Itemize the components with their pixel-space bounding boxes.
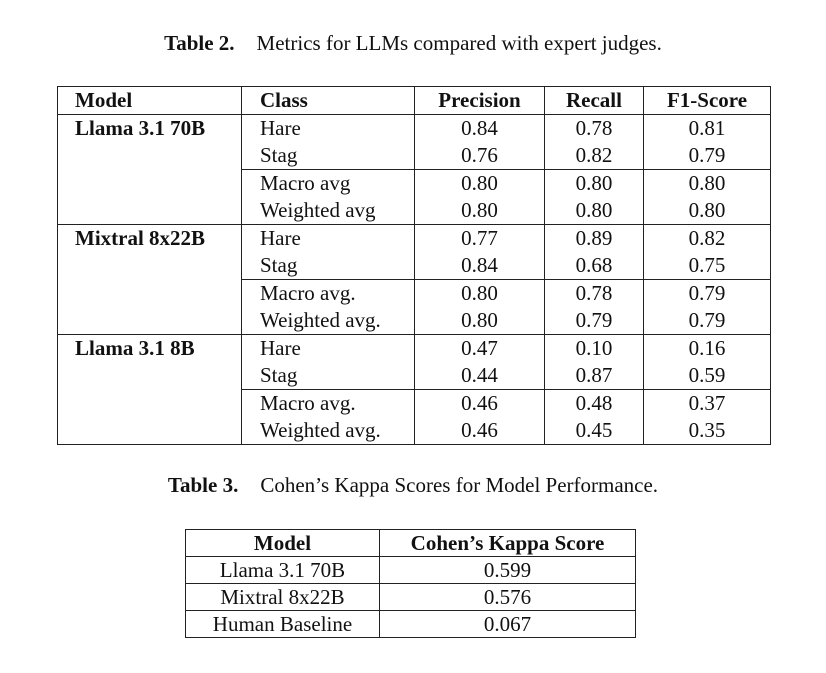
metrics-table [57, 86, 771, 445]
f1-cell: 0.79 [644, 142, 771, 170]
recall-cell: 0.89 [545, 225, 644, 253]
model-empty-cell [58, 280, 242, 308]
model-empty-cell [58, 307, 242, 335]
recall-cell: 0.87 [545, 362, 644, 390]
f1-cell: 0.75 [644, 252, 771, 280]
precision-cell: 0.84 [415, 252, 545, 280]
table-row [58, 142, 771, 170]
precision-cell: 0.80 [415, 170, 545, 198]
class-cell: Hare [242, 335, 415, 363]
class-cell: Stag [242, 362, 415, 390]
model-name: Mixtral 8x22B [58, 225, 242, 253]
class-cell: Macro avg [242, 170, 415, 198]
kappa-score-cell: 0.599 [380, 557, 636, 584]
precision-cell: 0.44 [415, 362, 545, 390]
kappa-score-cell: 0.576 [380, 584, 636, 611]
table-row [58, 390, 771, 418]
metrics-table-header-row [58, 87, 771, 115]
recall-cell: 0.78 [545, 115, 644, 143]
table-row [58, 197, 771, 225]
table-row [186, 557, 636, 584]
model-cell: Mixtral 8x22B [186, 584, 380, 611]
class-cell: Weighted avg. [242, 307, 415, 335]
model-empty-cell [58, 417, 242, 445]
precision-cell: 0.46 [415, 390, 545, 418]
model-empty-cell [58, 170, 242, 198]
precision-cell: 0.80 [415, 280, 545, 308]
table-row [186, 611, 636, 638]
model-empty-cell [58, 390, 242, 418]
table-3-caption-label: Table 3. [167, 473, 239, 497]
header-f1-score: F1-Score [644, 87, 771, 115]
recall-cell: 0.48 [545, 390, 644, 418]
table-row [58, 280, 771, 308]
f1-cell: 0.82 [644, 225, 771, 253]
table-row [58, 417, 771, 445]
header-precision: Precision [415, 87, 545, 115]
table-row [58, 362, 771, 390]
header-recall: Recall [545, 87, 644, 115]
class-cell: Weighted avg. [242, 417, 415, 445]
header-model: Model [186, 530, 380, 557]
class-cell: Hare [242, 225, 415, 253]
f1-cell: 0.35 [644, 417, 771, 445]
table-2-caption [0, 31, 826, 55]
table-row [58, 307, 771, 335]
recall-cell: 0.10 [545, 335, 644, 363]
model-empty-cell [58, 142, 242, 170]
f1-cell: 0.80 [644, 170, 771, 198]
table-row [58, 335, 771, 363]
class-cell: Stag [242, 252, 415, 280]
table-3-caption [0, 473, 826, 497]
precision-cell: 0.47 [415, 335, 545, 363]
f1-cell: 0.37 [644, 390, 771, 418]
header-class: Class [242, 87, 415, 115]
class-cell: Hare [242, 115, 415, 143]
kappa-table [185, 529, 636, 638]
recall-cell: 0.78 [545, 280, 644, 308]
table-row [58, 225, 771, 253]
precision-cell: 0.76 [415, 142, 545, 170]
kappa-table-header-row [186, 530, 636, 557]
class-cell: Stag [242, 142, 415, 170]
model-name: Llama 3.1 8B [58, 335, 242, 363]
recall-cell: 0.80 [545, 170, 644, 198]
table-row [58, 115, 771, 143]
class-cell: Macro avg. [242, 390, 415, 418]
f1-cell: 0.81 [644, 115, 771, 143]
f1-cell: 0.79 [644, 280, 771, 308]
recall-cell: 0.79 [545, 307, 644, 335]
precision-cell: 0.84 [415, 115, 545, 143]
class-cell: Weighted avg [242, 197, 415, 225]
precision-cell: 0.46 [415, 417, 545, 445]
model-empty-cell [58, 197, 242, 225]
header-kappa-score: Cohen’s Kappa Score [380, 530, 636, 557]
f1-cell: 0.59 [644, 362, 771, 390]
header-model: Model [58, 87, 242, 115]
model-empty-cell [58, 252, 242, 280]
table-row [58, 170, 771, 198]
recall-cell: 0.82 [545, 142, 644, 170]
table-row [186, 584, 636, 611]
table-2-caption-label: Table 2. [164, 31, 235, 55]
model-cell: Llama 3.1 70B [186, 557, 380, 584]
kappa-score-cell: 0.067 [380, 611, 636, 638]
model-name: Llama 3.1 70B [58, 115, 242, 143]
table-3-caption-text: Cohen’s Kappa Scores for Model Performance. [260, 473, 659, 497]
f1-cell: 0.79 [644, 307, 771, 335]
table-row [58, 252, 771, 280]
recall-cell: 0.80 [545, 197, 644, 225]
recall-cell: 0.68 [545, 252, 644, 280]
precision-cell: 0.77 [415, 225, 545, 253]
recall-cell: 0.45 [545, 417, 644, 445]
f1-cell: 0.80 [644, 197, 771, 225]
precision-cell: 0.80 [415, 197, 545, 225]
f1-cell: 0.16 [644, 335, 771, 363]
model-empty-cell [58, 362, 242, 390]
class-cell: Macro avg. [242, 280, 415, 308]
precision-cell: 0.80 [415, 307, 545, 335]
table-2-caption-text: Metrics for LLMs compared with expert judges. [256, 31, 662, 55]
model-cell: Human Baseline [186, 611, 380, 638]
